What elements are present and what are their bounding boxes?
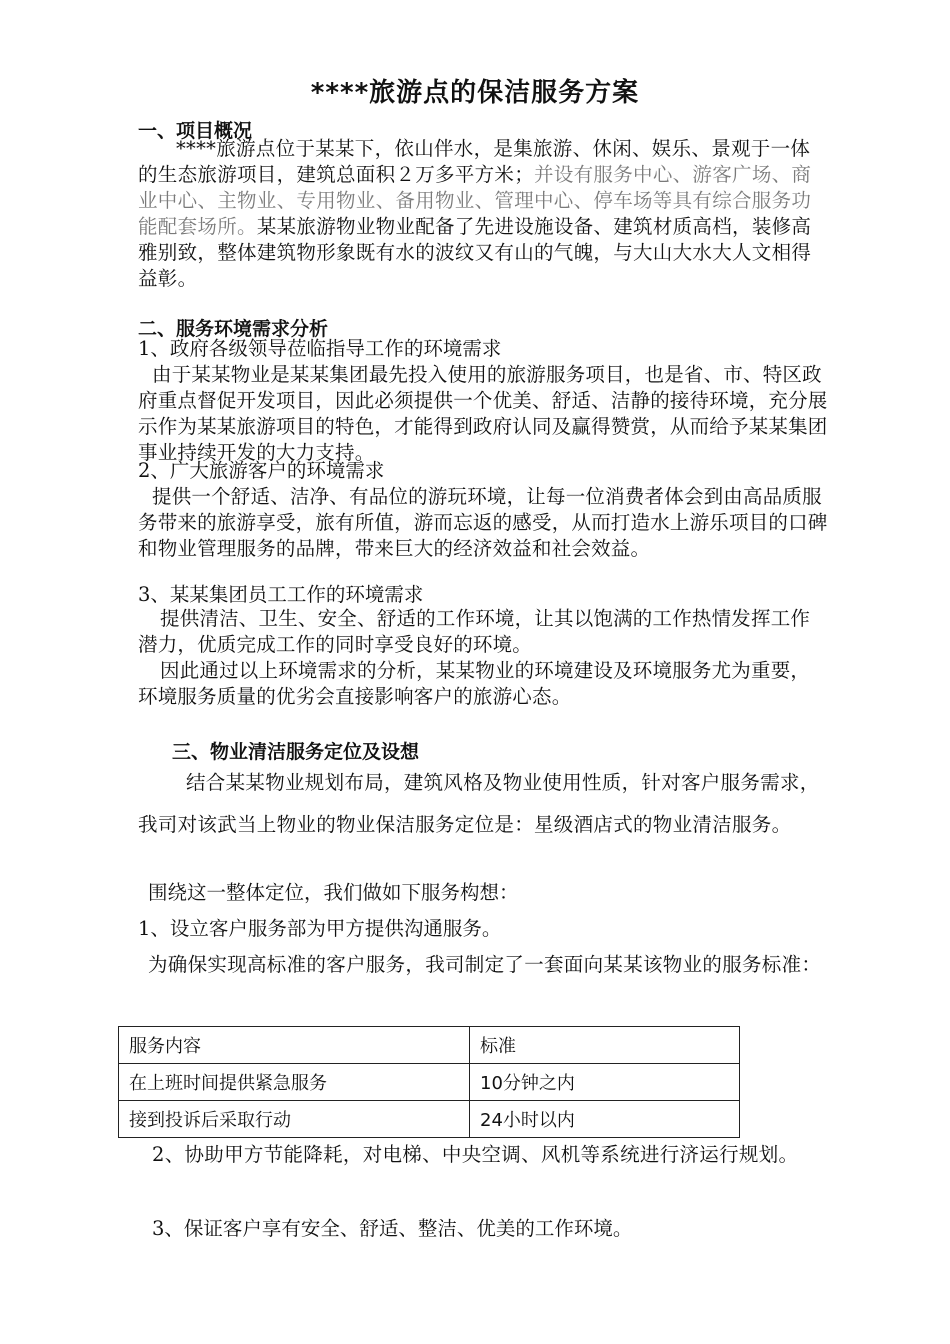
service-standard-table [118,1026,740,1138]
section-1-paragraph [138,136,828,292]
document-title: ****旅游点的保洁服务方案 [310,78,640,108]
section-3-paragraph-1: 结合某某物业规划布局，建筑风格及物业使用性质，针对客户服务需求，我司对该武当上物业的物业保洁服务定位是：星级酒店式的物业清洁服务。 [138,771,820,836]
section-2-item-1: 1、政府各级领导莅临指导工作的环境需求 [138,337,502,360]
table-cell: 在上班时间提供紧急服务 [119,1064,470,1101]
table-header-cell: 标准 [470,1027,740,1064]
section-1-text-gray: 并设有服务中心、游客广场、商业中心、主物业、专用物业、备用物业、管理中心、停车场等具有综合服务功能配套场所。 [138,163,812,238]
section-2-item-3: 3、某某集团员工工作的环境需求 [138,583,424,606]
section-3-item-3: 3、保证客户享有安全、舒适、整洁、优美的工作环境。 [152,1217,633,1240]
section-3-heading: 三、物业清洁服务定位及设想 [172,741,420,763]
table-cell: 接到投诉后采取行动 [119,1101,470,1138]
section-2-heading: 二、服务环境需求分析 [138,318,329,340]
table-row [119,1101,740,1138]
table-header-cell: 服务内容 [119,1027,470,1064]
section-3-item-1: 1、设立客户服务部为甲方提供沟通服务。 [138,917,502,940]
section-2-item-1-text: 由于某某物业是某某集团最先投入使用的旅游服务项目，也是省、市、特区政府重点督促开发项目，因此必须提供一个优美、舒适、洁静的接待环境，充分展示作为某某旅游项目的特色，才能得到政府认同及赢得赞赏，从而给予某某集团事业持续开发的大力支持。 [138,363,828,464]
section-1-text-b: 某某旅游物业物业配备了先进设施设备、建筑材质高档，装修高雅别致，整体建筑物形象既有水的波纹又有山的气魄，与大山大水大人文相得益彰。 [138,215,812,290]
section-2-item-3-text: 提供清洁、卫生、安全、舒适的工作环境，让其以饱满的工作热情发挥工作潜力，优质完成工作的同时享受良好的环境。 [138,607,811,656]
section-3-item-2: 2、协助甲方节能降耗，对电梯、中央空调、风机等系统进行济运行规划。 [152,1143,799,1166]
table-cell: 24小时以内 [470,1101,740,1138]
section-3-item-1-text: 为确保实现高标准的客户服务，我司制定了一套面向某某该物业的服务标准： [148,953,822,976]
section-2-summary: 因此通过以上环境需求的分析，某某物业的环境建设及环境服务尤为重要，环境服务质量的优劣会直接影响客户的旅游心态。 [138,659,811,708]
table-row [119,1064,740,1101]
section-2-item-2-text: 提供一个舒适、洁净、有品位的游玩环境，让每一位消费者体会到由高品质服务带来的旅游享受，旅有所值，游而忘返的感受，从而打造水上游乐项目的口碑和物业管理服务的品牌，带来巨大的经济效益和社会效益。 [138,485,828,560]
table-cell: 10分钟之内 [470,1064,740,1101]
section-2-item-2: 2、广大旅游客户的环境需求 [138,459,385,482]
section-3-paragraph-2: 围绕这一整体定位，我们做如下服务构想： [148,881,519,904]
section-1-text-a: ****旅游点位于某某下，依山伴水，是集旅游、休闲、娱乐、景观于一体的生态旅游项目，建筑总面积２万多平方米； [138,137,811,186]
section-1-heading: 一、项目概况 [138,120,253,142]
table-header-row [119,1027,740,1064]
